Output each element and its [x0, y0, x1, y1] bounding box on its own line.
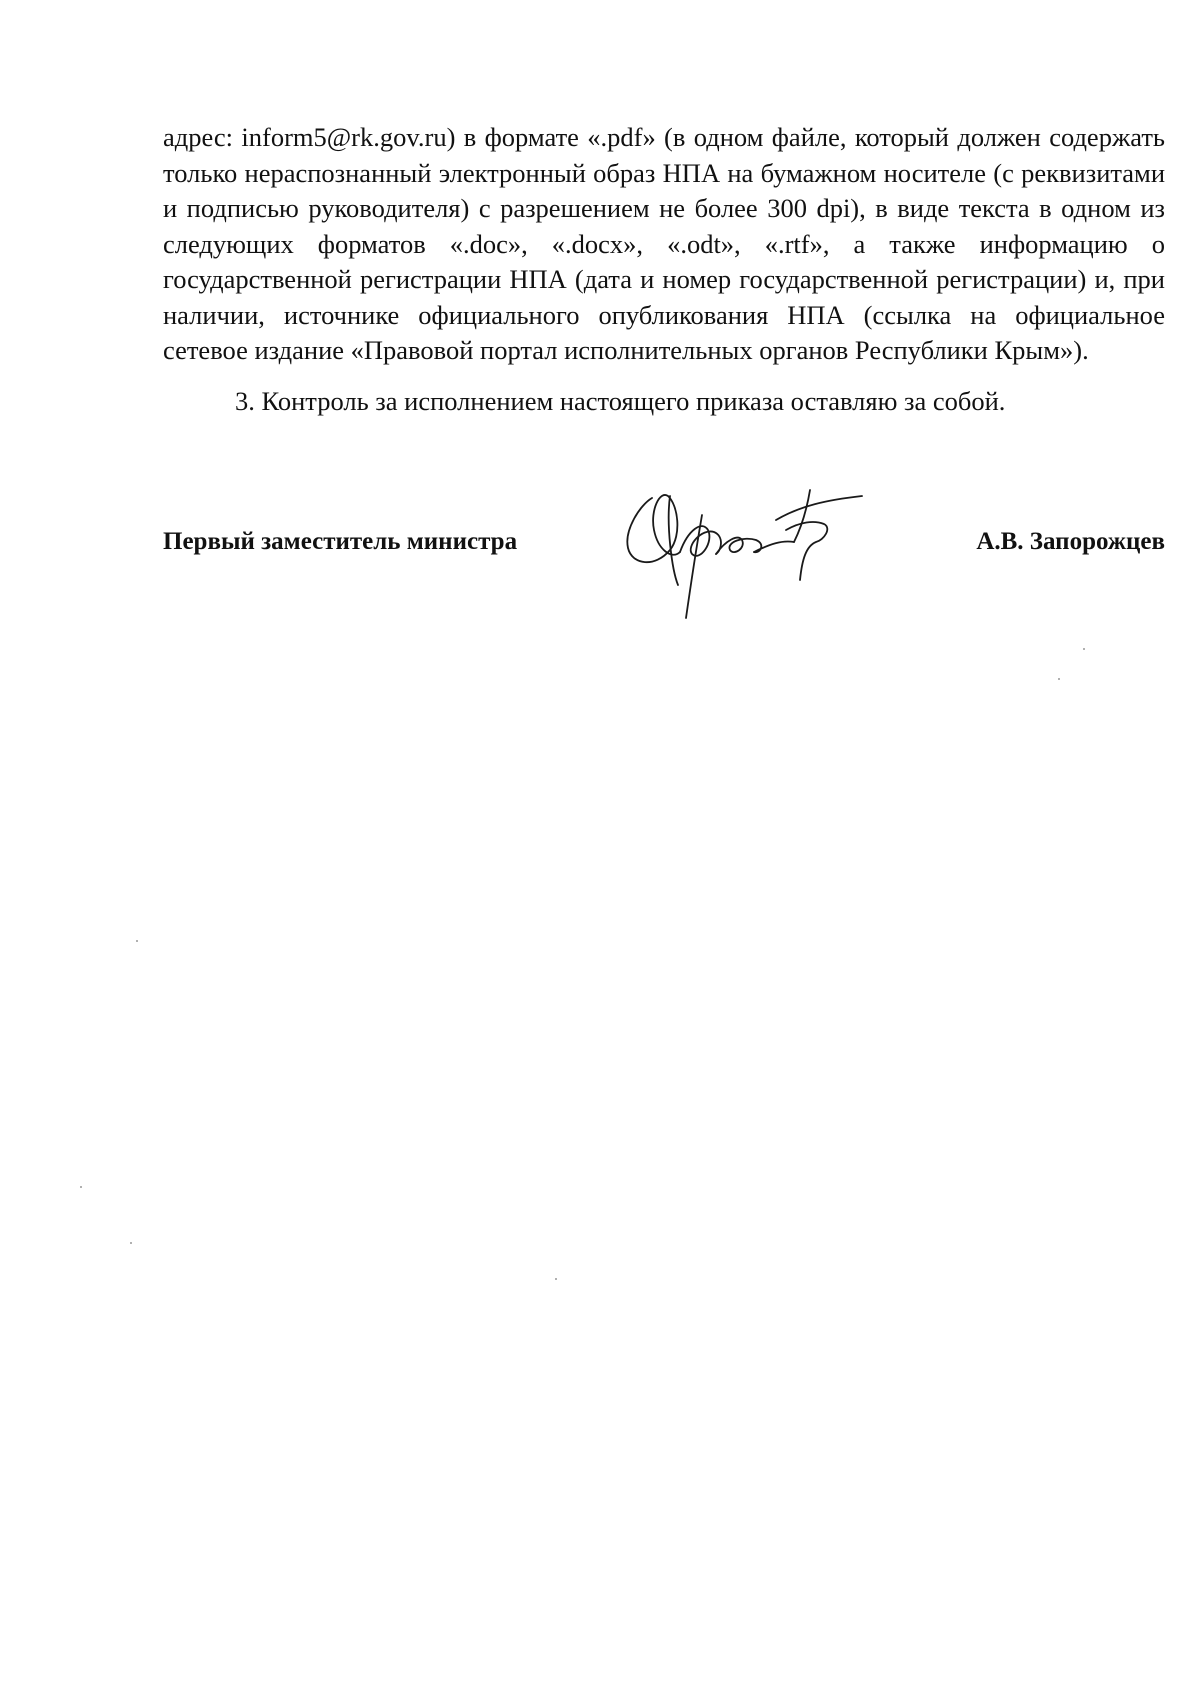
scan-speck [1083, 648, 1085, 650]
signatory-name: А.В. Запорожцев [976, 528, 1165, 555]
scan-speck [1058, 678, 1060, 680]
body-paragraph: адрес: inform5@rk.gov.ru) в формате «.pdf» (в одном файле, который должен содержать только нераспознанный электронный образ НПА на бумажном носителе (с реквизитами и подписью руководителя) с разрешением не более 300 dpi), в виде текста в одном из следующих форматов «.doc», «.docx», «.odt», «.rtf», а также информацию о государственной регистрации НПА (дата и номер государственной регистрации) и, при наличии, источнике официального опубликования НПА (ссылка на официальное сетевое издание «Правовой портал исполнительных органов Республики Крым»). [163, 122, 1165, 365]
item-3-paragraph: 3. Контроль за исполнением настоящего приказа оставляю за собой. [235, 386, 1006, 416]
scan-speck [555, 1278, 557, 1280]
signatory-position: Первый заместитель министра [163, 528, 518, 555]
scan-speck [136, 940, 138, 942]
scan-speck [80, 1186, 82, 1188]
scan-speck [130, 1242, 132, 1244]
handwritten-signature [610, 470, 870, 620]
